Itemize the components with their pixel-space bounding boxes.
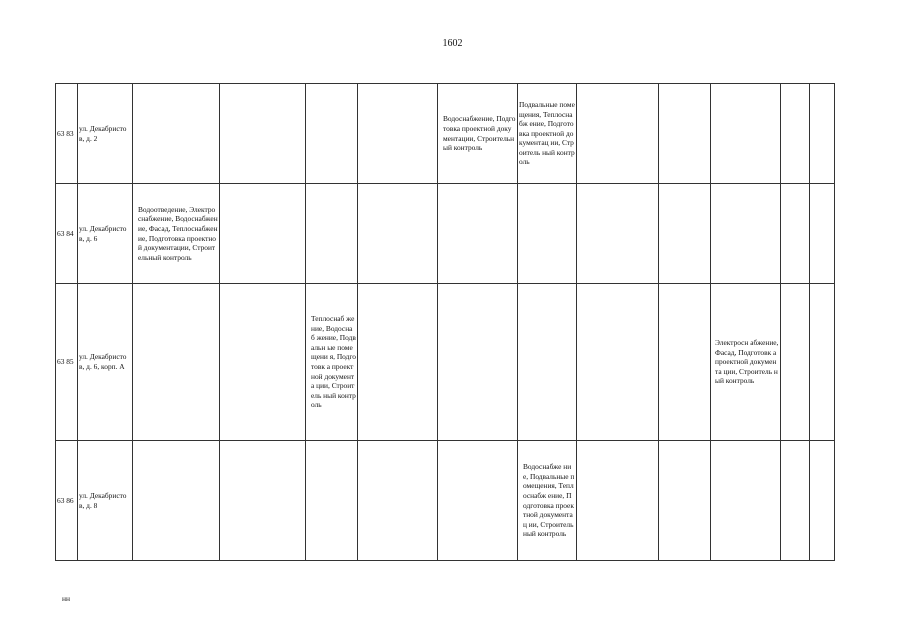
row-number: 63 83 [56, 84, 78, 184]
work-cell [358, 284, 438, 441]
work-cell [781, 84, 810, 184]
work-cell: Теплоснаб жение, Водоснаб жение, Подвальн ые помещени я, Подготовк а проектной документа ции, Строитель ный контроль [306, 284, 358, 441]
table-row [56, 284, 835, 441]
work-cell [518, 184, 577, 284]
work-cell [711, 84, 781, 184]
table-row [56, 84, 835, 184]
work-cell [659, 84, 711, 184]
work-cell [358, 441, 438, 561]
row-number: 63 86 [56, 441, 78, 561]
footer-mark: нн [62, 594, 71, 603]
work-cell [659, 184, 711, 284]
work-cell [518, 284, 577, 441]
work-cell [577, 184, 659, 284]
work-cell: Электросн абжение, Фасад, Подготовк а проектной документа ции, Строитель ный контроль [711, 284, 781, 441]
address-cell: ул. Декабристо в, д. 2 [78, 84, 133, 184]
work-cell [133, 284, 220, 441]
address-cell: ул. Декабристо в, д. 6, корп. А [78, 284, 133, 441]
work-cell [810, 284, 835, 441]
work-cell [810, 184, 835, 284]
work-cell [711, 184, 781, 284]
work-schedule-table [55, 83, 835, 561]
table-row [56, 184, 835, 284]
row-number: 63 84 [56, 184, 78, 284]
work-cell [810, 441, 835, 561]
address-cell: ул. Декабристо в, д. 6 [78, 184, 133, 284]
work-cell [659, 441, 711, 561]
work-cell [220, 184, 306, 284]
work-cell [781, 441, 810, 561]
work-cell [306, 441, 358, 561]
work-cell [438, 284, 518, 441]
work-cell [711, 441, 781, 561]
work-cell [358, 184, 438, 284]
work-cell [659, 284, 711, 441]
work-cell [220, 84, 306, 184]
work-cell: Подвальные помещения, Теплоснабж ение, Подготовка проектной документац ии, Строитель ный контроль [518, 84, 577, 184]
work-cell [577, 84, 659, 184]
work-cell [220, 441, 306, 561]
work-cell [438, 184, 518, 284]
work-cell [577, 284, 659, 441]
work-cell [306, 184, 358, 284]
work-cell: Водоснабже ние, Подвальные помещения, Теплоснабж ение, Подготовка проектной документац ии, Строитель ный контроль [518, 441, 577, 561]
work-cell [781, 284, 810, 441]
work-cell [438, 441, 518, 561]
work-cell: Водоотведение, Электроснабжение, Водоснабжение, Фасад, Теплоснабжение, Подготовка проектной документации, Строительный контроль [133, 184, 220, 284]
work-cell [810, 84, 835, 184]
address-cell: ул. Декабристо в, д. 8 [78, 441, 133, 561]
table-row [56, 441, 835, 561]
work-cell: Водоснабжение, Подготовка проектной документации, Строительный контроль [438, 84, 518, 184]
row-number: 63 85 [56, 284, 78, 441]
work-cell [306, 84, 358, 184]
work-cell [358, 84, 438, 184]
work-cell [781, 184, 810, 284]
work-cell [577, 441, 659, 561]
page-number: 1602 [442, 38, 463, 49]
work-cell [133, 441, 220, 561]
work-cell [220, 284, 306, 441]
work-cell [133, 84, 220, 184]
